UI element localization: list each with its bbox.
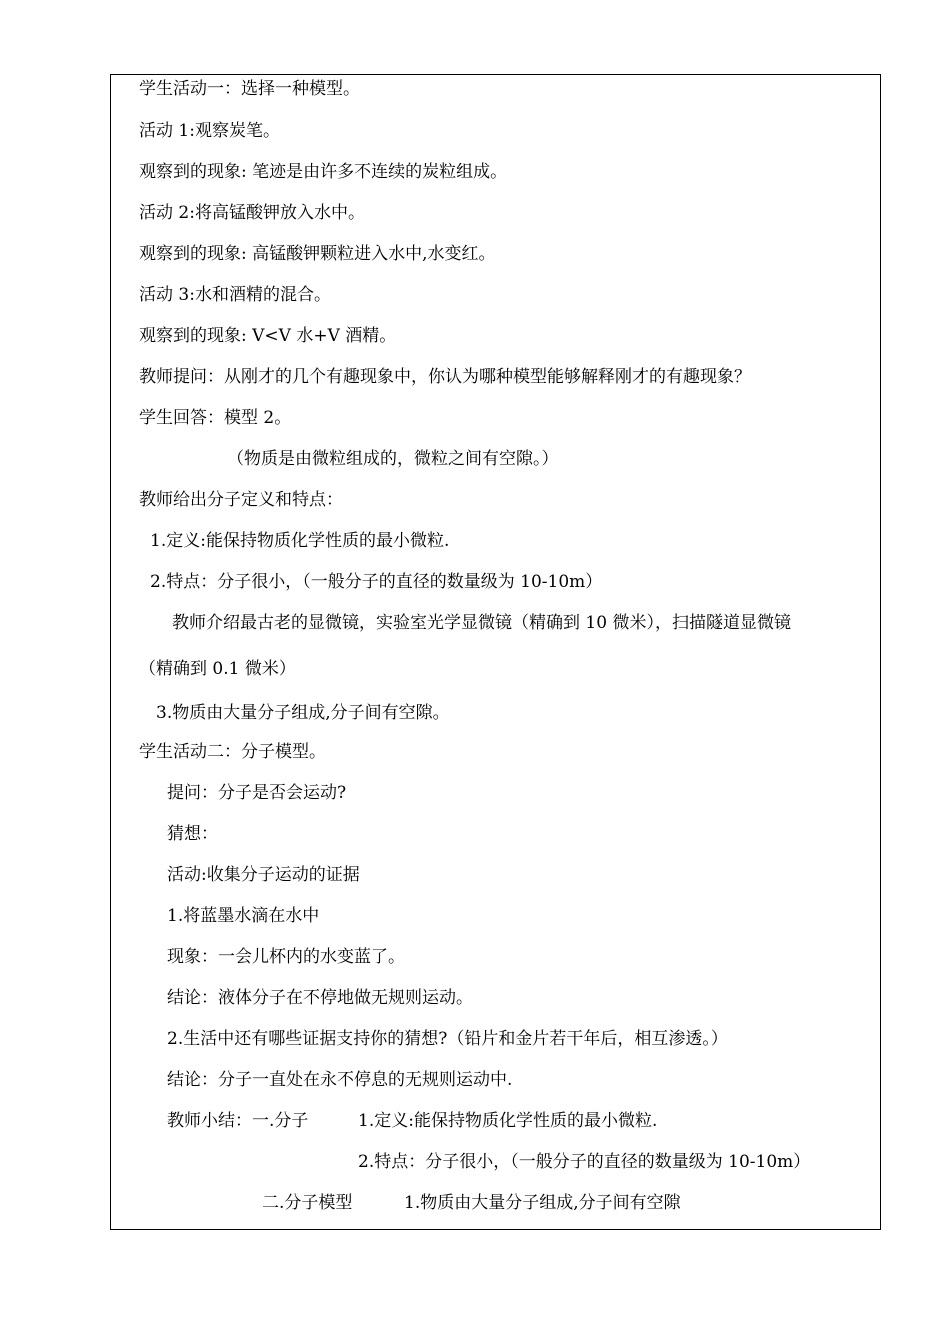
text-line: 结论：分子一直处在永不停息的无规则运动中. bbox=[167, 1070, 513, 1090]
text-line: 观察到的现象: V<V 水+V 酒精。 bbox=[139, 326, 397, 346]
text-line: 活动 3:水和酒精的混合。 bbox=[139, 285, 331, 305]
text-line: 二.分子模型 bbox=[262, 1193, 353, 1213]
text-line: 教师给出分子定义和特点： bbox=[139, 490, 343, 510]
text-line: 1.定义:能保持物质化学性质的最小微粒. bbox=[150, 531, 450, 551]
text-line: 1.定义:能保持物质化学性质的最小微粒. bbox=[358, 1111, 658, 1131]
text-line: 2.生活中还有哪些证据支持你的猜想?（铅片和金片若干年后，相互渗透。） bbox=[167, 1029, 728, 1049]
text-line: 学生活动一：选择一种模型。 bbox=[139, 79, 360, 99]
text-line: 1.物质由大量分子组成,分子间有空隙 bbox=[404, 1193, 681, 1213]
text-line: 1.将蓝墨水滴在水中 bbox=[167, 906, 320, 926]
text-line: （物质是由微粒组成的，微粒之间有空隙。） bbox=[227, 449, 559, 469]
text-line: 提问：分子是否会运动? bbox=[167, 783, 347, 803]
text-line: 活动 1:观察炭笔。 bbox=[139, 121, 280, 141]
text-line: 活动:收集分子运动的证据 bbox=[167, 865, 360, 885]
text-line: 活动 2:将高锰酸钾放入水中。 bbox=[139, 203, 365, 223]
text-line: 教师介绍最古老的显微镜，实验室光学显微镜（精确到 10 微米），扫描隧道显微镜 bbox=[172, 613, 791, 633]
text-line: 学生回答：模型 2。 bbox=[139, 408, 292, 428]
text-line: 教师小结：一.分子 bbox=[167, 1111, 309, 1131]
text-line: 学生活动二：分子模型。 bbox=[139, 742, 326, 762]
text-line: 2.特点：分子很小，（一般分子的直径的数量级为 10-10m） bbox=[150, 572, 603, 592]
text-line: 结论：液体分子在不停地做无规则运动。 bbox=[167, 988, 473, 1008]
text-line: 猜想： bbox=[167, 824, 218, 844]
text-line: 观察到的现象: 笔迹是由许多不连续的炭粒组成。 bbox=[139, 162, 508, 182]
text-line: 教师提问：从刚才的几个有趣现象中，你认为哪种模型能够解释刚才的有趣现象？ bbox=[139, 367, 751, 387]
text-line: 现象：一会儿杯内的水变蓝了。 bbox=[167, 947, 405, 967]
text-line: 2.特点：分子很小，（一般分子的直径的数量级为 10-10m） bbox=[358, 1152, 811, 1172]
text-line: 3.物质由大量分子组成,分子间有空隙。 bbox=[156, 703, 450, 723]
text-line: 观察到的现象: 高锰酸钾颗粒进入水中,水变红。 bbox=[139, 244, 496, 264]
text-line: （精确到 0.1 微米） bbox=[139, 659, 296, 679]
